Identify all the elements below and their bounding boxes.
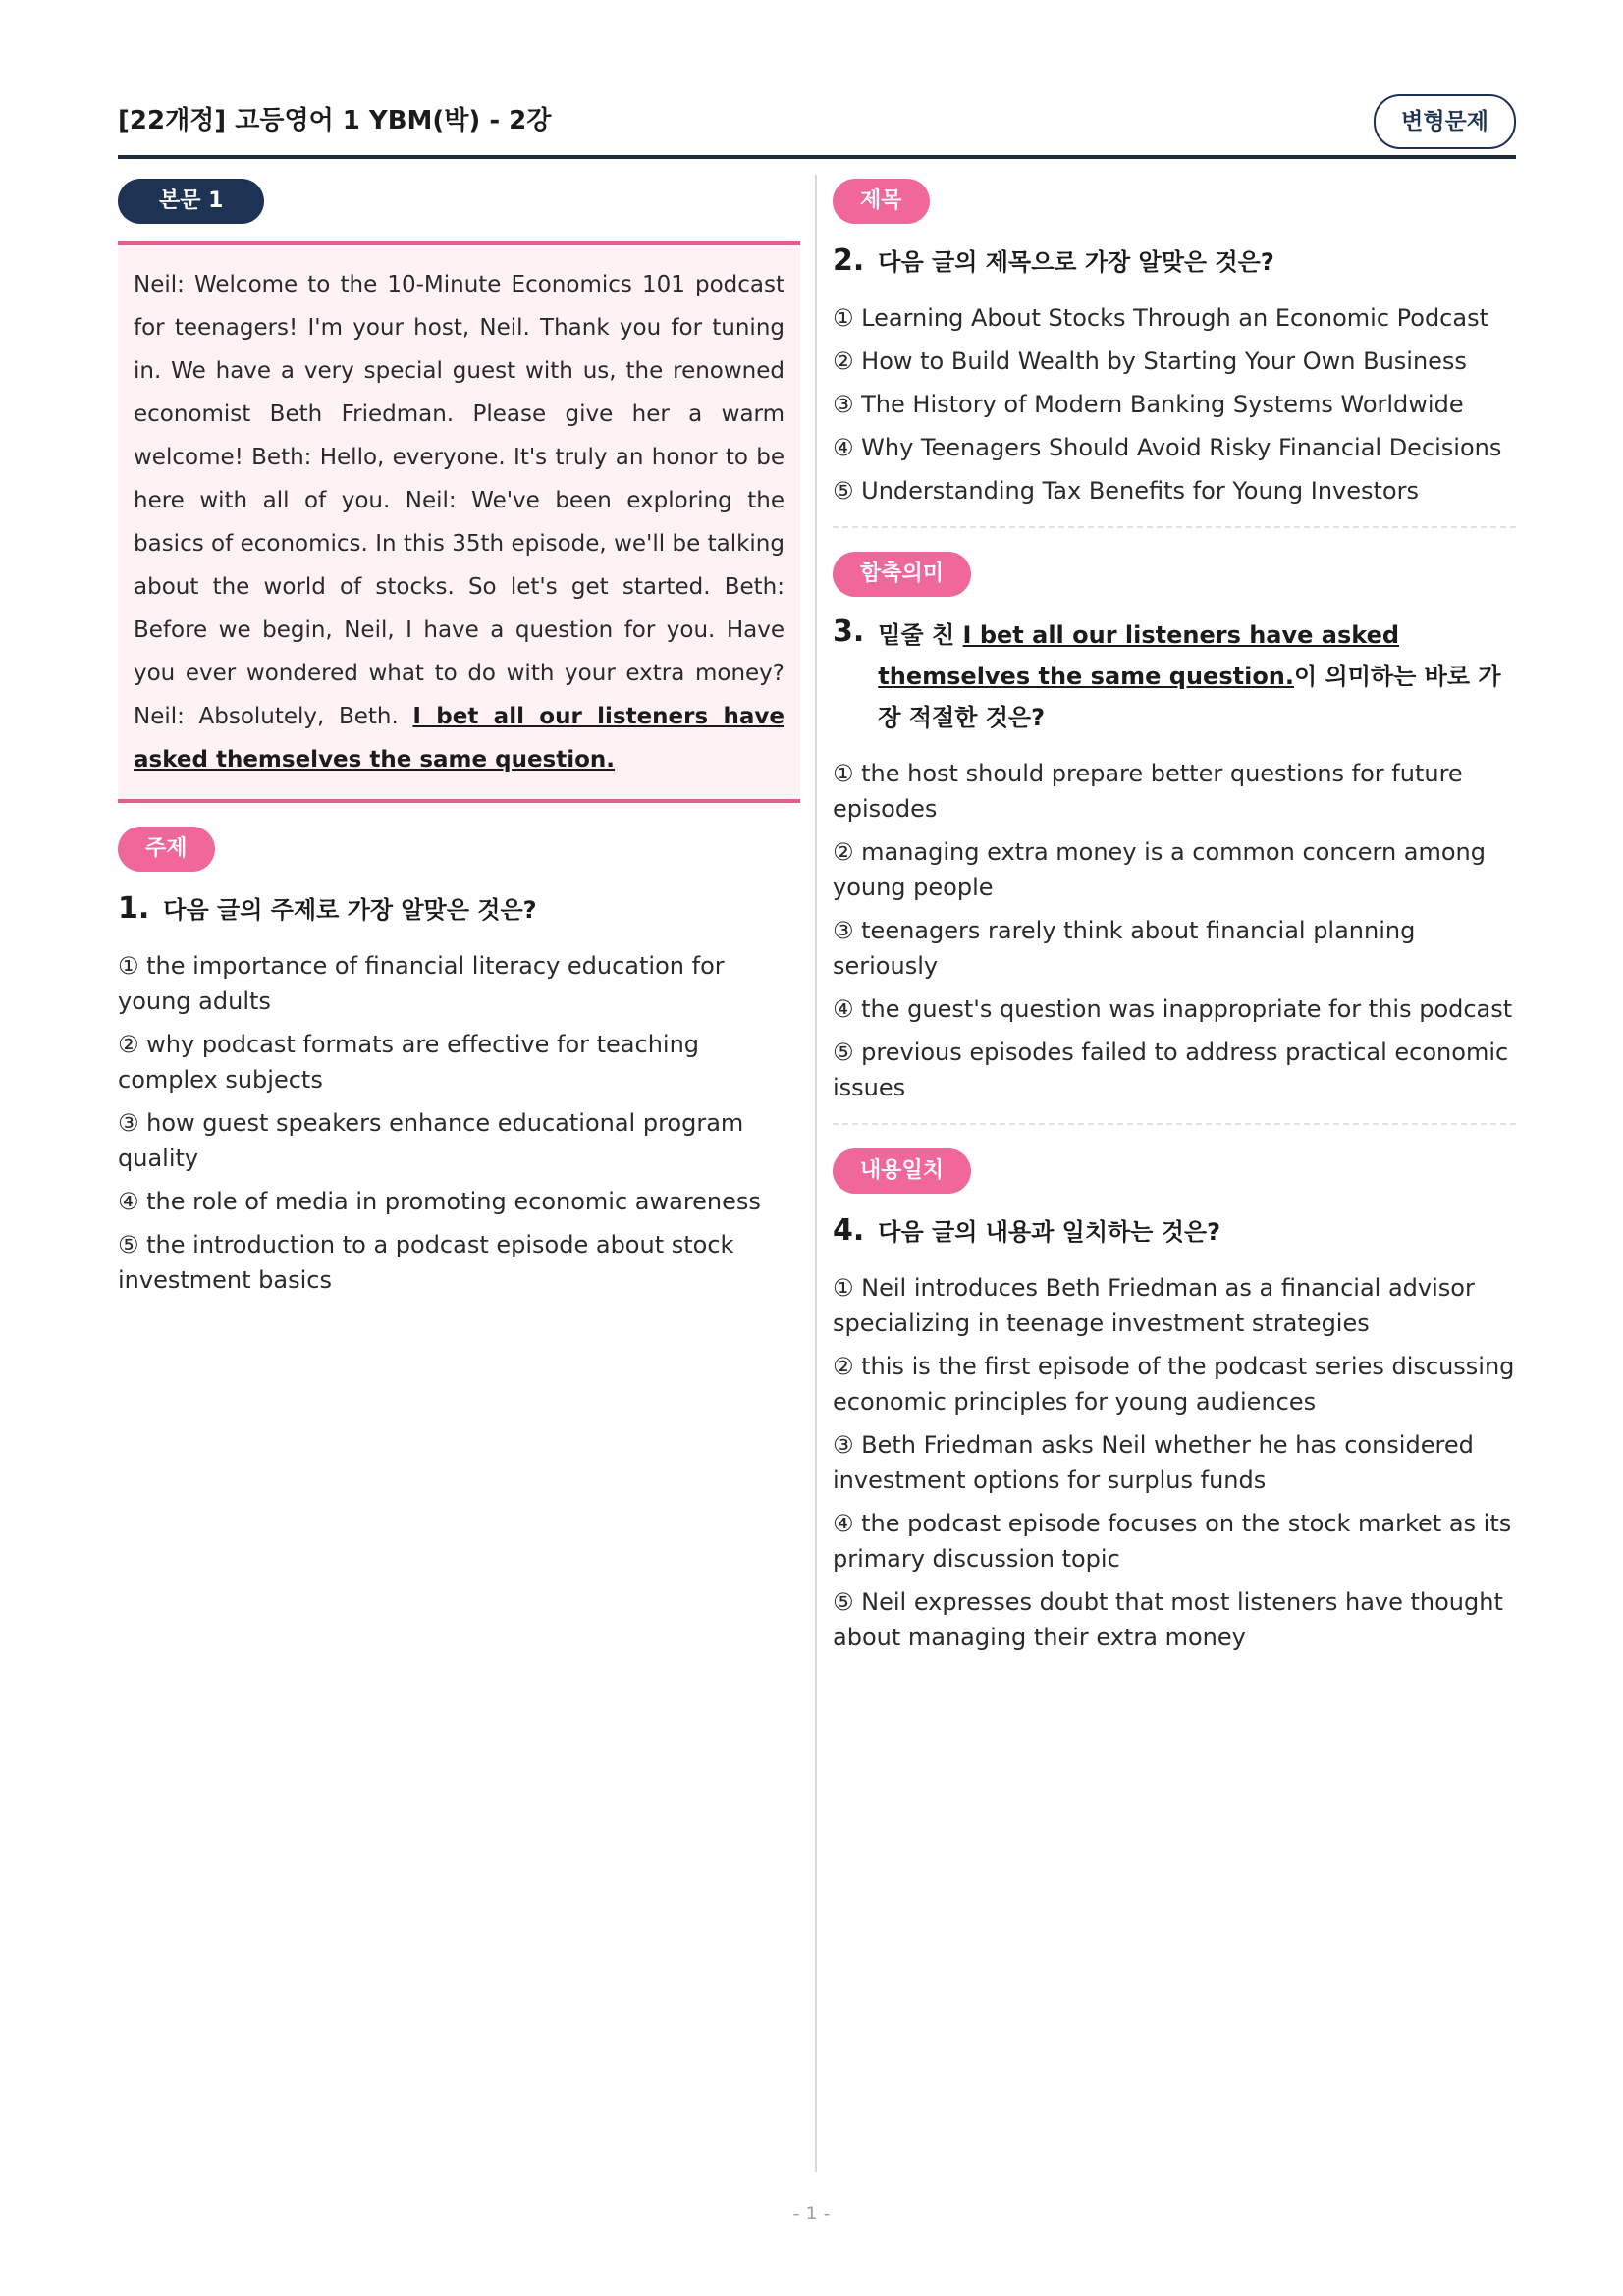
option[interactable]: ⑤ the introduction to a podcast episode about stock investment basics [118,1231,734,1294]
option[interactable]: ② this is the first episode of the podcast series discussing economic principles for young audiences [833,1353,1515,1415]
option[interactable]: ④ the podcast episode focuses on the stock market as its primary discussion topic [833,1510,1512,1573]
passage-label: 본문 1 [118,179,264,224]
option[interactable]: ② why podcast formats are effective for teaching complex subjects [118,1031,700,1094]
option[interactable]: ③ Beth Friedman asks Neil whether he has considered investment options for surplus funds [833,1431,1474,1494]
question-2-options [833,300,1516,508]
section-separator [833,526,1516,528]
option[interactable]: ④ the role of media in promoting economic awareness [118,1188,761,1215]
question-4-number: 4. [833,1213,865,1248]
content-match-tag: 내용일치 [833,1148,971,1194]
passage-underlined-sentence: I bet all our listeners have asked themselves the same question. [134,704,784,773]
question-1-text: 다음 글의 주제로 가장 알맞은 것은? [163,896,537,924]
option[interactable]: ④ the guest's question was inappropriate for this podcast [833,995,1513,1023]
question-2-number: 2. [833,243,865,278]
question-4-options [833,1270,1516,1655]
passage-box [118,241,800,803]
header-divider [118,155,1516,159]
option[interactable]: ① the importance of financial literacy education for young adults [118,952,725,1015]
option[interactable]: ⑤ Neil expresses doubt that most listeners have thought about managing their extra money [833,1588,1503,1651]
question-1-number: 1. [118,891,150,926]
question-1-head [118,889,800,931]
question-3-head [833,614,1516,738]
column-divider [815,175,817,2172]
variant-badge: 변형문제 [1374,94,1516,149]
question-2-text: 다음 글의 제목으로 가장 알맞은 것은? [878,248,1274,276]
option[interactable]: ③ teenagers rarely think about financial planning seriously [833,917,1416,980]
option[interactable]: ⑤ previous episodes failed to address practical economic issues [833,1039,1509,1101]
question-1 [118,827,800,1298]
question-1-options [118,948,800,1298]
option[interactable]: ② managing extra money is a common concern among young people [833,838,1487,901]
option[interactable]: ⑤ Understanding Tax Benefits for Young Investors [833,477,1419,505]
passage-body: Neil: Welcome to the 10-Minute Economics 101 podcast for teenagers! I'm your host, Neil. Thank you for tuning in. We have a very special guest with us, the renowned economist Beth Friedman. Please give her a warm welcome! Beth: Hello, everyone. It's truly an honor to be here with all of you. Neil: We've been exploring the basics of economics. In this 35th episode, we'll be talking about the world of stocks. So let's get started. Beth: Before we begin, Neil, I have a question for you. Have you ever wondered what to do with your extra money? Neil: Absolutely, Beth. [134,272,784,729]
question-2-head [833,241,1516,283]
right-column [833,179,1516,1663]
option[interactable]: ③ The History of Modern Banking Systems Worldwide [833,391,1464,418]
question-4-text: 다음 글의 내용과 일치하는 것은? [878,1218,1221,1246]
question-3-text [878,614,1516,738]
question-3-underlined: I bet all our listeners have asked themselves the same question. [878,621,1400,690]
title-tag: 제목 [833,179,930,224]
option[interactable]: ① Learning About Stocks Through an Economic Podcast [833,304,1488,332]
page-header [118,94,1516,159]
question-4-head [833,1211,1516,1253]
question-3-prefix: 밑줄 친 [878,621,963,649]
option[interactable]: ④ Why Teenagers Should Avoid Risky Financial Decisions [833,434,1502,461]
section-separator [833,1123,1516,1125]
page-number: - 1 - [792,2203,831,2224]
passage-text [134,263,784,781]
question-2 [833,179,1516,508]
option[interactable]: ① the host should prepare better questions for future episodes [833,760,1463,823]
question-4 [833,1148,1516,1655]
option[interactable]: ② How to Build Wealth by Starting Your Own Business [833,347,1467,375]
topic-tag: 주제 [118,827,215,872]
question-3-options [833,756,1516,1105]
question-3 [833,552,1516,1105]
left-column [118,179,800,1306]
question-3-suffix: 이 의미하는 바로 가장 적절한 것은? [878,663,1501,731]
question-3-number: 3. [833,614,865,649]
worksheet-title: [22개정] 고등영어 1 YBM(박) - 2강 [118,106,552,135]
option[interactable]: ① Neil introduces Beth Friedman as a financial advisor specializing in teenage investment strategies [833,1274,1475,1337]
option[interactable]: ③ how guest speakers enhance educational program quality [118,1109,744,1172]
implication-tag: 함축의미 [833,552,971,597]
